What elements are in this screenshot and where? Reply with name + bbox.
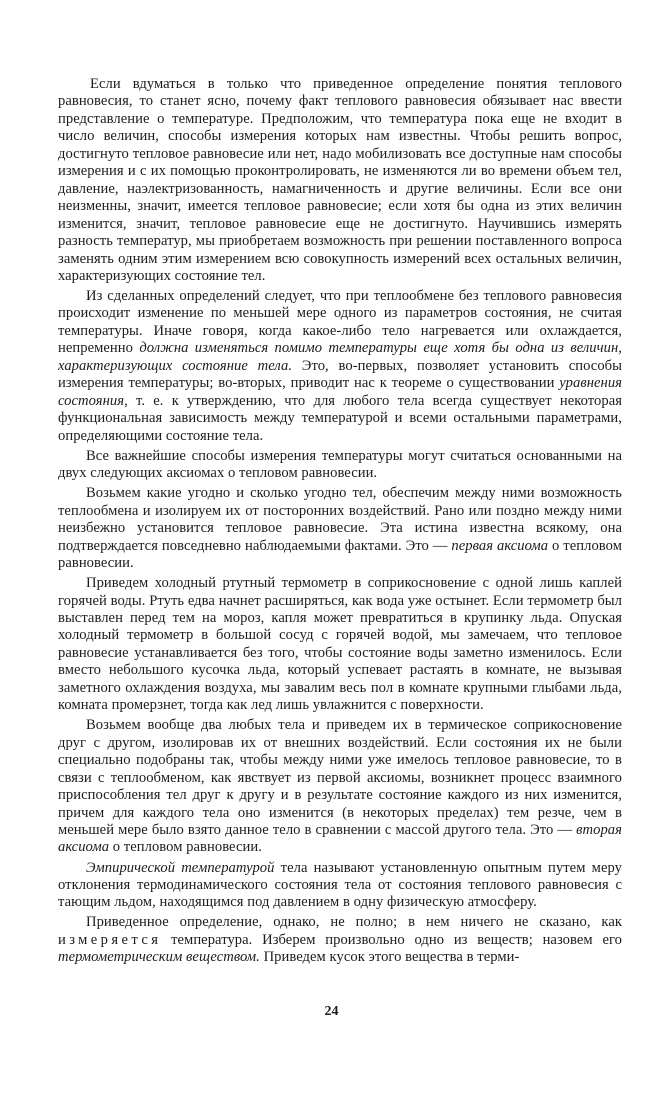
paragraph-text: Возьмем вообще два любых тела и приведем их в термическое соприкосновение друг с другом, изолировав их от внешних воздействий. Если состояния их не были специально подобраны так, чтобы между ними уже имелось тепловое равновесие, то в связи с теплообменом, как явствует из первой аксиомы, возникнет процесс взаимного приспособления тел друг к другу и в результате состояние каждого из них изменится, причем для каждого тела оно изменится (в некоторых пределах) тем резче, чем в меньшей мере было взято данное тело в сравнении с массой другого тела. Это — xyxy=(58,717,622,838)
paragraph-text: Возьмем какие угодно и сколько угодно тел, обеспечим между ними возможность теплообмена и изолируем их от посторонних воздействий. Рано или поздно между ними неизбежно установится тепловое равновесие. Эта истина известна всякому, она подтверждается повседневно наблюдаемыми фактами. Это — xyxy=(58,485,622,554)
paragraph-text: Из сделанных определений следует, что при теплообмене без теплового равновесия происходит изменение по меньшей мере одного из параметров состояния, не считая температуры. Иначе говоря, когда какое-либо тело нагревается или охлаждается, непременно xyxy=(58,288,622,357)
spaced-word: измеряется xyxy=(58,931,162,948)
paragraph-5 xyxy=(58,575,622,715)
paragraph-4 xyxy=(58,485,622,572)
italic-phrase: Эмпирической температурой xyxy=(86,859,275,876)
paragraph-3 xyxy=(58,448,622,483)
paragraph-text: Приведем кусок этого вещества в терми- xyxy=(259,949,520,966)
paragraph-text: Это, во-первых, позволяет установить способы измерения температуры; во-вторых, приводит нас к теореме о существовании xyxy=(58,357,623,392)
italic-phrase: вторая аксиома xyxy=(58,822,622,856)
paragraph-1 xyxy=(58,76,622,285)
paragraph-6 xyxy=(58,717,622,857)
paragraph-text: Все важнейшие способы измерения температуры могут считаться основанными на двух следующих аксиомах о тепловом равновесии. xyxy=(58,447,622,482)
paragraph-text: тела называют установленную опытным путем меру отклонения термодинамического состояния тела от состояния теплового равновесия с тающим льдом, находящимся под давлением в одну физическую атмосферу. xyxy=(58,859,622,911)
paragraph-text: Если вдуматься в только что приведенное определение понятия теплового равновесия, то станет ясно, почему факт теплового равновесия обязывает нас ввести представление о температуре. Предположим, что температура пока еще не входит в число величин, способы измерения которых нам известны. Чтобы решить вопрос, достигнуто тепловое равновесие или нет, надо мобилизовать все доступные нам способы измерения и с их помощью проконтролировать, не изменяются ли во времени объем тел, давление, наэлектризованность, намагниченность и другие величины. Если все они неизменны, значит, имеется тепловое равновесие; если хотя бы одна из этих величин изменится, значит, тепловое равновесие еще не достигнуто. Научившись измерять разность температур, мы приобретаем возможность при решении поставленного вопроса заменять одним этим измерением всю совокупность измерений всех остальных величин, характеризующих состояние тел. xyxy=(58,76,622,284)
italic-phrase: должна изменяться помимо температуры еще хотя бы одна из величин, характеризующих состояние тела. xyxy=(58,340,622,374)
italic-phrase: уравнения состояния, xyxy=(58,375,622,409)
italic-phrase: термометрическим веществом. xyxy=(58,949,260,966)
page-body xyxy=(58,76,622,1076)
paragraph-text: о тепловом равновесии. xyxy=(58,537,622,572)
italic-phrase: первая аксиома xyxy=(451,537,549,554)
paragraph-text: Приведенное определение, однако, не полно; в нем ничего не сказано, как xyxy=(86,914,622,931)
paragraph-text: Приведем холодный ртутный термометр в соприкосновение с одной лишь каплей горячей воды. Ртуть едва начнет расширяться, как вода уже остынет. Если термометр был выставлен перед тем на мороз, капля может превратиться в крупинку льда. Опуская холодный термометр в большой сосуд с горячей водой, мы замечаем, что тепловое равновесие устанавливается без того, чтобы состояние воды заметно изменилось. Если вместо небольшого кусочка льда, который успевает растаять в комнате, не вызывая заметного охлаждения воздуха, мы завалим весь пол в комнате крупными глыбами льда, комната промерзнет, тогда как лед лишь увлажнится с поверхности. xyxy=(58,575,622,714)
page-number: 24 xyxy=(324,1004,339,1019)
paragraph-2 xyxy=(58,288,622,445)
paragraph-8 xyxy=(58,914,622,966)
paragraph-text: о тепловом равновесии. xyxy=(109,839,262,856)
paragraph-text: температура. Изберем произвольно одно из веществ; назовем его xyxy=(161,931,622,948)
paragraph-7 xyxy=(58,860,622,912)
paragraph-text: т. е. к утверждению, что для любого тела всегда существует некоторая функциональная зависимость между температурой и всеми остальными параметрами, определяющими состояние тела. xyxy=(58,392,622,444)
